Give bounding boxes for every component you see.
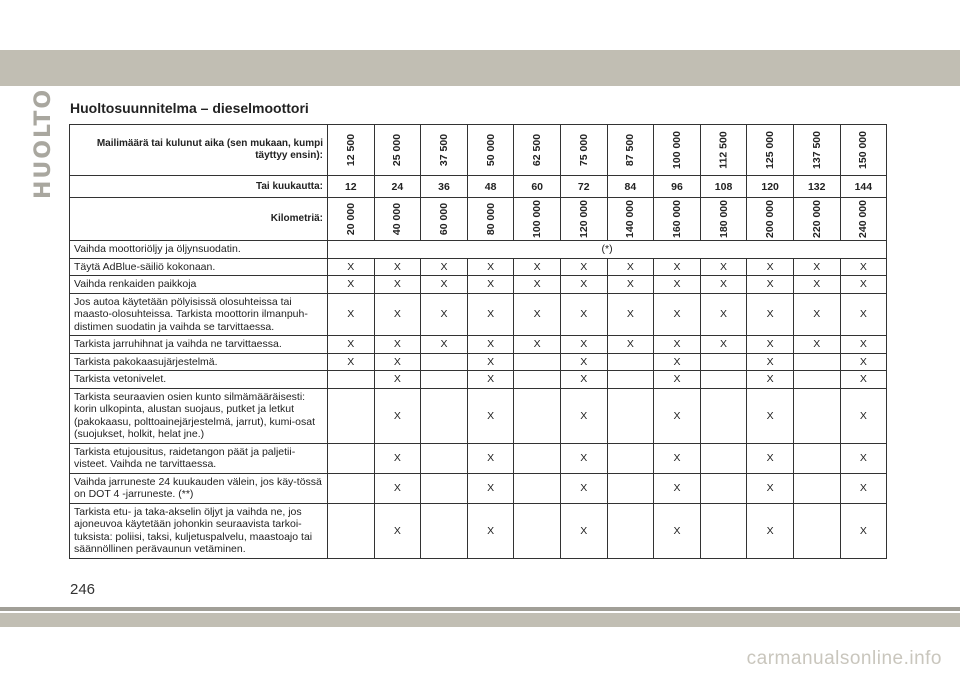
miles-value: 75 000 xyxy=(577,133,590,167)
schedule-mark: X xyxy=(374,353,421,371)
schedule-mark: X xyxy=(374,276,421,294)
schedule-mark xyxy=(607,503,654,558)
schedule-mark: X xyxy=(840,443,887,473)
operation-text: Vaihda renkaiden paikkoja xyxy=(70,276,328,294)
schedule-mark xyxy=(421,503,468,558)
schedule-mark xyxy=(514,443,561,473)
schedule-mark: X xyxy=(514,293,561,336)
schedule-mark: X xyxy=(374,443,421,473)
km-cell xyxy=(421,198,468,241)
schedule-mark: X xyxy=(747,503,794,558)
schedule-mark: X xyxy=(514,336,561,354)
schedule-mark: X xyxy=(374,503,421,558)
schedule-mark: X xyxy=(747,293,794,336)
table-row xyxy=(70,336,887,354)
km-cell xyxy=(328,198,375,241)
schedule-mark: X xyxy=(467,371,514,389)
operation-text: Tarkista jarruhihnat ja vaihda ne tarvittaessa. xyxy=(70,336,328,354)
bottom-decor-line xyxy=(0,607,960,611)
schedule-mark xyxy=(514,371,561,389)
schedule-mark: X xyxy=(793,336,840,354)
schedule-mark xyxy=(793,388,840,443)
months-cell: 144 xyxy=(840,176,887,198)
schedule-mark xyxy=(700,503,747,558)
miles-value: 37 500 xyxy=(437,133,450,167)
schedule-mark: X xyxy=(700,258,747,276)
schedule-mark: X xyxy=(514,276,561,294)
schedule-mark: X xyxy=(840,473,887,503)
miles-value: 100 000 xyxy=(670,131,683,169)
schedule-mark xyxy=(607,353,654,371)
schedule-mark: X xyxy=(467,258,514,276)
miles-value: 25 000 xyxy=(391,133,404,167)
schedule-mark: X xyxy=(793,293,840,336)
schedule-mark xyxy=(514,353,561,371)
section-tab xyxy=(30,87,58,199)
schedule-mark: X xyxy=(607,258,654,276)
schedule-mark: X xyxy=(654,443,701,473)
schedule-mark: X xyxy=(328,276,375,294)
interval-note: (*) xyxy=(328,241,887,259)
schedule-mark: X xyxy=(840,258,887,276)
schedule-mark xyxy=(421,388,468,443)
schedule-mark xyxy=(700,353,747,371)
months-cell: 132 xyxy=(793,176,840,198)
schedule-mark: X xyxy=(328,293,375,336)
schedule-mark xyxy=(607,371,654,389)
km-value: 80 000 xyxy=(484,202,497,236)
miles-cell xyxy=(840,125,887,176)
schedule-mark: X xyxy=(374,293,421,336)
schedule-mark: X xyxy=(467,473,514,503)
schedule-mark: X xyxy=(700,276,747,294)
schedule-mark: X xyxy=(700,336,747,354)
schedule-mark: X xyxy=(654,293,701,336)
table-row xyxy=(70,293,887,336)
maintenance-schedule-table xyxy=(69,124,887,559)
schedule-mark xyxy=(328,371,375,389)
miles-cell xyxy=(560,125,607,176)
km-cell xyxy=(467,198,514,241)
schedule-mark: X xyxy=(560,443,607,473)
schedule-mark: X xyxy=(374,336,421,354)
schedule-mark xyxy=(421,473,468,503)
operation-text: Tarkista seuraavien osien kunto silmämääräisesti: korin ulkopinta, alustan suojaus, putket ja letkut (pakokaasu, polttoainejärjestelmä, jarrut), kumi-osat (suojukset, holkit, helat jne.) xyxy=(70,388,328,443)
km-value: 100 000 xyxy=(531,200,544,238)
schedule-mark xyxy=(328,388,375,443)
schedule-mark xyxy=(607,388,654,443)
schedule-mark xyxy=(514,503,561,558)
km-cell xyxy=(607,198,654,241)
schedule-mark: X xyxy=(747,443,794,473)
miles-value: 50 000 xyxy=(484,133,497,167)
operation-text: Jos autoa käytetään pölyisissä olosuhteissa tai maasto-olosuhteissa. Tarkista moottorin ilmanpuh-distimen suodatin ja vaihda se tarvittaessa. xyxy=(70,293,328,336)
schedule-mark: X xyxy=(374,258,421,276)
operation-text: Tarkista etujousitus, raidetangon päät ja paljetii-visteet. Vaihda ne tarvittaessa. xyxy=(70,443,328,473)
table-row xyxy=(70,503,887,558)
header-row-miles xyxy=(70,125,887,176)
schedule-mark xyxy=(421,353,468,371)
schedule-mark xyxy=(514,473,561,503)
schedule-mark: X xyxy=(560,503,607,558)
months-cell: 36 xyxy=(421,176,468,198)
schedule-mark: X xyxy=(607,293,654,336)
schedule-mark: X xyxy=(654,503,701,558)
schedule-mark: X xyxy=(654,353,701,371)
table-row xyxy=(70,443,887,473)
schedule-mark xyxy=(700,388,747,443)
miles-value: 125 000 xyxy=(764,131,777,169)
schedule-mark: X xyxy=(374,371,421,389)
table-row xyxy=(70,276,887,294)
schedule-mark: X xyxy=(747,371,794,389)
miles-cell xyxy=(514,125,561,176)
schedule-mark: X xyxy=(654,336,701,354)
schedule-mark xyxy=(700,371,747,389)
km-value: 120 000 xyxy=(577,200,590,238)
schedule-mark: X xyxy=(421,258,468,276)
schedule-mark: X xyxy=(560,293,607,336)
km-cell xyxy=(560,198,607,241)
schedule-mark: X xyxy=(700,293,747,336)
bottom-decor-band xyxy=(0,613,960,627)
schedule-mark: X xyxy=(467,353,514,371)
months-cell: 108 xyxy=(700,176,747,198)
schedule-mark: X xyxy=(560,353,607,371)
schedule-mark: X xyxy=(467,276,514,294)
schedule-mark: X xyxy=(467,503,514,558)
miles-cell xyxy=(747,125,794,176)
operation-text: Vaihda jarruneste 24 kuukauden välein, jos käy-tössä on DOT 4 -jarruneste. (**) xyxy=(70,473,328,503)
schedule-mark: X xyxy=(840,371,887,389)
schedule-mark: X xyxy=(374,388,421,443)
schedule-mark: X xyxy=(840,503,887,558)
schedule-mark: X xyxy=(747,336,794,354)
schedule-mark: X xyxy=(840,276,887,294)
schedule-mark: X xyxy=(560,371,607,389)
schedule-mark: X xyxy=(654,473,701,503)
schedule-mark: X xyxy=(467,336,514,354)
operation-text: Tarkista pakokaasujärjestelmä. xyxy=(70,353,328,371)
schedule-mark: X xyxy=(467,293,514,336)
schedule-mark xyxy=(700,443,747,473)
months-label: Tai kuukautta: xyxy=(70,176,328,198)
miles-cell xyxy=(467,125,514,176)
schedule-mark xyxy=(793,371,840,389)
page-title: Huoltosuunnitelma – dieselmoottori xyxy=(70,100,309,116)
schedule-mark: X xyxy=(607,276,654,294)
schedule-mark: X xyxy=(654,371,701,389)
schedule-mark: X xyxy=(467,388,514,443)
watermark: carmanualsonline.info xyxy=(746,648,942,669)
km-value: 140 000 xyxy=(624,200,637,238)
km-cell xyxy=(654,198,701,241)
schedule-mark: X xyxy=(328,336,375,354)
schedule-mark: X xyxy=(560,473,607,503)
months-cell: 12 xyxy=(328,176,375,198)
schedule-mark: X xyxy=(560,336,607,354)
schedule-mark: X xyxy=(840,293,887,336)
section-tab-label: HUOLTO xyxy=(31,87,57,199)
schedule-mark: X xyxy=(421,276,468,294)
schedule-mark: X xyxy=(747,473,794,503)
miles-cell xyxy=(607,125,654,176)
km-value: 40 000 xyxy=(391,202,404,236)
miles-cell xyxy=(328,125,375,176)
km-cell xyxy=(374,198,421,241)
schedule-mark: X xyxy=(747,276,794,294)
km-value: 220 000 xyxy=(810,200,823,238)
miles-label: Mailimäärä tai kulunut aika (sen mukaan, kumpi täyttyy ensin): xyxy=(70,125,328,176)
miles-value: 62 500 xyxy=(531,133,544,167)
schedule-mark: X xyxy=(560,388,607,443)
km-value: 240 000 xyxy=(857,200,870,238)
table-row xyxy=(70,388,887,443)
table-row xyxy=(70,371,887,389)
months-cell: 60 xyxy=(514,176,561,198)
miles-value: 112 500 xyxy=(717,131,730,169)
header-row-months xyxy=(70,176,887,198)
months-cell: 48 xyxy=(467,176,514,198)
km-value: 20 000 xyxy=(344,202,357,236)
top-decor-band xyxy=(0,50,960,86)
schedule-mark: X xyxy=(747,388,794,443)
schedule-mark: X xyxy=(607,336,654,354)
months-cell: 96 xyxy=(654,176,701,198)
schedule-mark: X xyxy=(374,473,421,503)
miles-value: 87 500 xyxy=(624,133,637,167)
table-row xyxy=(70,258,887,276)
months-cell: 72 xyxy=(560,176,607,198)
km-cell xyxy=(793,198,840,241)
miles-cell xyxy=(793,125,840,176)
months-cell: 84 xyxy=(607,176,654,198)
schedule-mark xyxy=(793,503,840,558)
miles-value: 137 500 xyxy=(810,131,823,169)
schedule-mark xyxy=(514,388,561,443)
table-row xyxy=(70,353,887,371)
km-cell xyxy=(840,198,887,241)
schedule-mark xyxy=(700,473,747,503)
miles-cell xyxy=(374,125,421,176)
operation-text: Tarkista vetonivelet. xyxy=(70,371,328,389)
schedule-mark: X xyxy=(840,353,887,371)
schedule-mark: X xyxy=(560,276,607,294)
schedule-mark xyxy=(793,443,840,473)
km-value: 200 000 xyxy=(764,200,777,238)
schedule-mark: X xyxy=(560,258,607,276)
schedule-mark xyxy=(793,353,840,371)
schedule-mark: X xyxy=(328,353,375,371)
months-cell: 120 xyxy=(747,176,794,198)
miles-cell xyxy=(654,125,701,176)
km-value: 180 000 xyxy=(717,200,730,238)
table-row xyxy=(70,473,887,503)
schedule-mark xyxy=(607,473,654,503)
schedule-mark xyxy=(793,473,840,503)
operation-text: Täytä AdBlue-säiliö kokonaan. xyxy=(70,258,328,276)
km-value: 60 000 xyxy=(437,202,450,236)
schedule-mark: X xyxy=(328,258,375,276)
page-number: 246 xyxy=(70,581,96,598)
miles-value: 150 000 xyxy=(857,131,870,169)
operation-text: Vaihda moottoriöljy ja öljynsuodatin. xyxy=(70,241,328,259)
months-cell: 24 xyxy=(374,176,421,198)
miles-cell xyxy=(421,125,468,176)
km-cell xyxy=(700,198,747,241)
schedule-mark xyxy=(421,371,468,389)
schedule-mark xyxy=(421,443,468,473)
schedule-mark: X xyxy=(421,293,468,336)
km-label: Kilometriä: xyxy=(70,198,328,241)
operation-text: Tarkista etu- ja taka-akselin öljyt ja vaihda ne, jos ajoneuvoa käytetään johonkin seuraavista tarkoi-tuksista: poliisi, taksi, kuljetuspalvelu, maastoajo tai säännöllinen perävaunun vetäminen. xyxy=(70,503,328,558)
km-value: 160 000 xyxy=(670,200,683,238)
schedule-mark: X xyxy=(654,258,701,276)
schedule-mark: X xyxy=(467,443,514,473)
schedule-mark: X xyxy=(840,336,887,354)
schedule-mark: X xyxy=(747,258,794,276)
schedule-mark: X xyxy=(747,353,794,371)
km-cell xyxy=(514,198,561,241)
schedule-mark xyxy=(328,443,375,473)
schedule-mark: X xyxy=(514,258,561,276)
miles-value: 12 500 xyxy=(344,133,357,167)
schedule-mark: X xyxy=(421,336,468,354)
table-row xyxy=(70,241,887,259)
schedule-mark: X xyxy=(840,388,887,443)
schedule-mark xyxy=(328,503,375,558)
km-cell xyxy=(747,198,794,241)
schedule-mark xyxy=(328,473,375,503)
schedule-mark: X xyxy=(654,388,701,443)
schedule-mark: X xyxy=(793,258,840,276)
schedule-mark: X xyxy=(654,276,701,294)
schedule-mark xyxy=(607,443,654,473)
header-row-km xyxy=(70,198,887,241)
schedule-mark: X xyxy=(793,276,840,294)
miles-cell xyxy=(700,125,747,176)
